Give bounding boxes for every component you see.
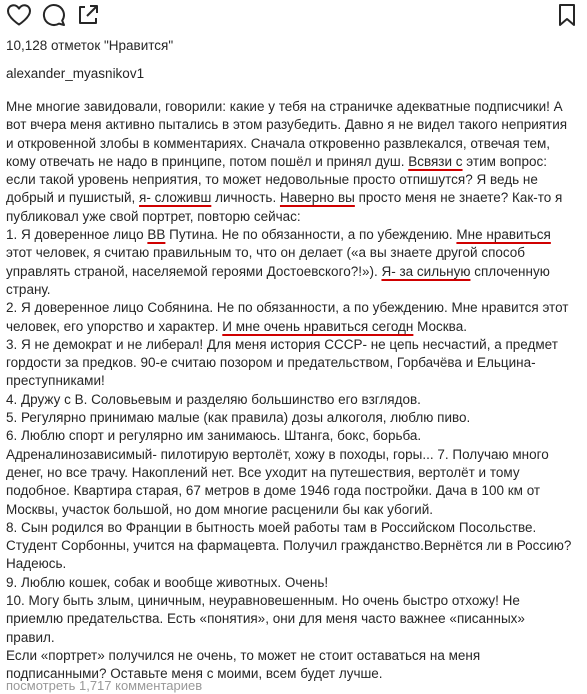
caption-line: этот человек, я считаю правильным то, что он делает («а вы знаете другой способ bbox=[6, 245, 526, 261]
caption-line: приемлю предательства. Есть «понятия», они для меня часто важнее «писанных» bbox=[6, 611, 525, 627]
caption-line: Надеюсь. bbox=[6, 556, 67, 572]
caption-line: и откровенной злобы в комментариях. Сначала откровенно развлекался, отвечая тем, bbox=[6, 135, 550, 151]
post-actions bbox=[6, 2, 110, 28]
underlined-phrase: И мне очень нравиться сегодн bbox=[222, 318, 414, 334]
caption-text: сплоченную bbox=[470, 263, 550, 279]
caption-text: управлять страной, населяемой героями Достоевского?!»). bbox=[6, 263, 382, 279]
caption-line: 8. Сын родился во Франции в бытность моей работы там в Российском Посольстве. bbox=[6, 519, 537, 535]
likes-count[interactable]: 10,128 отметок "Нравится" bbox=[6, 38, 174, 53]
caption-line: Если «портрет» получился не очень, то может не стоит оставаться на меня bbox=[6, 647, 481, 663]
caption-line: гордости за предков. 90-е считаю позором и предательством, Горбачёва и Ельцина- bbox=[6, 355, 536, 371]
caption-line bbox=[6, 226, 586, 244]
caption-line: вот вчера меня активно пытались в этом разубедить. Давно я не видел такого неприятия bbox=[6, 117, 568, 133]
caption-line bbox=[6, 153, 586, 171]
caption-line: подписанными? Оставьте меня с моими, всем будет лучше. bbox=[6, 666, 383, 682]
caption-line: Студент Сорбонны, учится на фармацевта. Получил гражданство.Вернётся ли в Россию? bbox=[6, 538, 572, 554]
caption-line: подобное. Квартира старая, 67 метров в доме 1946 года постройки. Дача в 100 км от bbox=[6, 483, 541, 499]
underlined-phrase: я- сложивш bbox=[139, 190, 212, 206]
caption-line: 10. Могу быть злым, циничным, неуравновешенным. Но очень быстро отхожу! Не bbox=[6, 593, 520, 609]
caption-text: 1. Я доверенное лицо bbox=[6, 227, 148, 243]
caption-line: 2. Я доверенное лицо Собянина. Не по обязанности, а по убеждению. Мне нравится этот bbox=[6, 300, 569, 316]
caption-line: 9. Люблю кошек, собак и вообще животных. Очень! bbox=[6, 574, 329, 590]
caption-text: Путина. Не по обязанности, а по убеждению. bbox=[165, 227, 457, 243]
caption-text: Москва. bbox=[413, 318, 467, 334]
caption-line: страну. bbox=[6, 281, 51, 297]
comment-bubble-icon bbox=[42, 3, 66, 27]
caption-text: просто меня не знаете? Как-то я bbox=[354, 190, 563, 206]
underlined-phrase: Наверно вы bbox=[279, 190, 355, 206]
post-username[interactable]: alexander_myasnikov1 bbox=[6, 66, 145, 81]
caption-line: правил. bbox=[6, 629, 55, 645]
heart-icon bbox=[6, 3, 32, 27]
comment-button[interactable] bbox=[42, 3, 66, 27]
caption-line: 4. Дружу с В. Соловьевым и разделяю большинство его взглядов. bbox=[6, 391, 421, 407]
underlined-phrase: Я- за сильную bbox=[381, 263, 471, 279]
caption-text: добрый и пушистый, bbox=[6, 190, 140, 206]
caption-line: Москвы, участок большой, но дом многие расценили бы как убогий. bbox=[6, 501, 433, 517]
caption-line: 3. Я не демократ и не либерал! Для меня история СССР- не цепь несчастий, а предмет bbox=[6, 336, 558, 352]
caption-line: 6. Люблю спорт и регулярно им занимаюсь. Штанга, бокс, борьба. bbox=[6, 428, 422, 444]
bookmark-icon bbox=[557, 3, 577, 27]
caption-line: преступниками! bbox=[6, 373, 105, 389]
caption-line: Мне многие завидовали, говорили: какие у тебя на страничке адекватные подписчики! А bbox=[6, 99, 563, 114]
caption-line: если такой уровень неприятия, то может недовольные просто отпишутся? Я ведь не bbox=[6, 172, 538, 188]
underlined-phrase: Всвязи с bbox=[408, 153, 463, 169]
caption-line: публиковал уже свой портрет, повторю сейчас: bbox=[6, 208, 301, 224]
caption-line bbox=[6, 318, 586, 336]
caption-line: денег, но все трачу. Накоплений нет. Все уходит на путешествия, вертолёт и тому bbox=[6, 464, 520, 480]
caption-text: человек, его упорство и характер. bbox=[6, 318, 223, 334]
caption-text: этим вопрос: bbox=[462, 153, 548, 169]
caption-line bbox=[6, 189, 586, 207]
view-comments-link[interactable]: посмотреть 1,717 комментариев bbox=[6, 678, 203, 693]
like-button[interactable] bbox=[6, 3, 32, 27]
underlined-phrase: ВВ bbox=[147, 227, 166, 243]
share-icon bbox=[76, 3, 100, 27]
caption-text: личность. bbox=[211, 190, 280, 206]
caption-text: кому отвечать не надо в принципе, потом пошёл и принял душ. bbox=[6, 153, 409, 169]
share-button[interactable] bbox=[76, 3, 100, 27]
underlined-phrase: Мне нравиться bbox=[456, 227, 551, 243]
caption-line: Адреналинозависимый- пилотирую вертолёт, хожу в походы, горы... 7. Получаю много bbox=[6, 446, 549, 462]
caption-line: 5. Регулярно принимаю малые (как правила) дозы алкоголя, люблю пиво. bbox=[6, 410, 471, 426]
caption-line bbox=[6, 263, 586, 281]
post-caption bbox=[6, 98, 586, 684]
save-button[interactable] bbox=[557, 3, 577, 32]
